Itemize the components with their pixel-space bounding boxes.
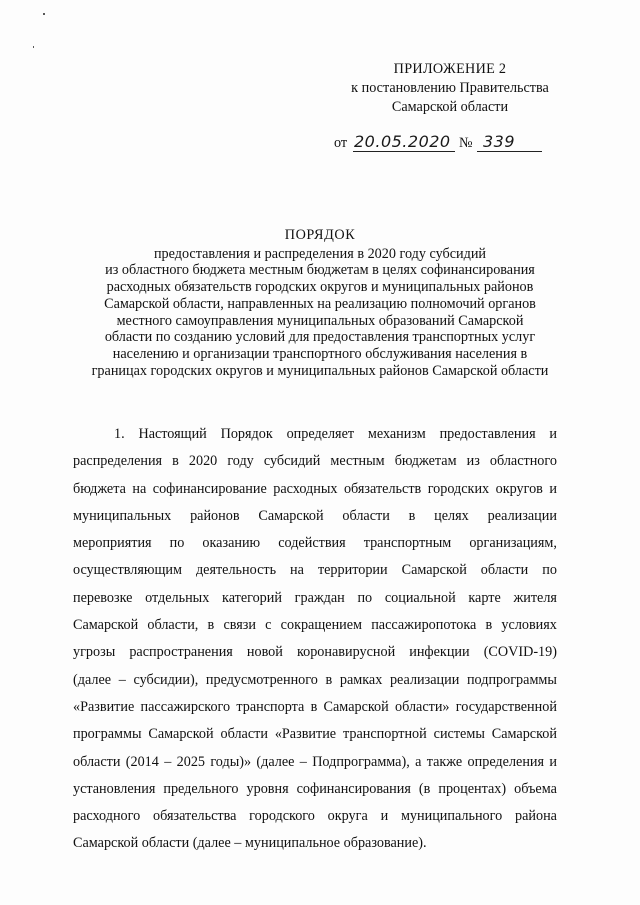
body-line xyxy=(73,612,557,639)
body-word: области» xyxy=(395,698,450,715)
body-word: деятельность xyxy=(195,562,277,579)
body-line xyxy=(73,749,557,776)
body-word: годы)» xyxy=(210,753,252,770)
body-word: 1. xyxy=(114,426,125,442)
body-word: объема xyxy=(514,780,557,797)
scan-speck xyxy=(33,46,34,48)
body-word: распространения xyxy=(129,644,233,661)
body-word: коронавирусной xyxy=(296,644,396,661)
body-word: «Развитие xyxy=(274,726,337,743)
body-word: связи xyxy=(223,617,256,634)
body-word: из xyxy=(466,453,480,470)
body-word: рамках xyxy=(339,671,383,688)
body-word: сокращением xyxy=(280,617,363,634)
body-word: мероприятия xyxy=(73,535,152,552)
heading-line: Самарской области, направленных на реализацию полномочий органов xyxy=(104,295,536,312)
body-word: системы xyxy=(433,726,485,743)
body-word: с xyxy=(265,617,272,634)
body-word: государственной xyxy=(455,698,557,715)
body-word: инфекции xyxy=(409,644,470,661)
body-line xyxy=(73,639,557,666)
body-word: целях xyxy=(434,507,469,524)
order-date: 20.05.2020 xyxy=(354,132,451,151)
body-word: транспортным xyxy=(363,535,452,552)
appendix-block xyxy=(330,60,570,117)
body-line xyxy=(73,830,557,857)
body-word: и xyxy=(549,753,557,770)
body-word: (COVID-19) xyxy=(483,644,557,661)
body-word: году xyxy=(227,453,254,470)
body-word: – xyxy=(118,671,126,688)
body-word: оказанию xyxy=(202,535,261,552)
body-word: осуществляющим xyxy=(73,562,182,579)
body-word: 2020 xyxy=(188,453,218,470)
body-word: Самарской области (далее – муниципальное образование). xyxy=(73,835,427,852)
body-word: предоставления xyxy=(439,426,536,442)
body-word: пассажирского xyxy=(140,698,231,715)
body-word: в xyxy=(172,453,179,470)
body-word: механизм xyxy=(367,426,426,442)
body-word: области xyxy=(73,753,121,770)
body-word: предусмотренного xyxy=(205,671,318,688)
body-word: (в xyxy=(418,780,431,797)
body-word: субсидии), xyxy=(133,671,199,688)
body-word: субсидий xyxy=(263,453,321,470)
body-word: софинансирования xyxy=(296,780,411,797)
body-word: также xyxy=(426,753,463,770)
body-word: в xyxy=(325,671,333,688)
body-word: областного xyxy=(489,453,557,470)
body-line xyxy=(73,694,557,721)
body-word: округа xyxy=(327,808,368,825)
body-word: Самарской xyxy=(148,726,214,743)
body-word: подпрограммы xyxy=(466,671,557,688)
body-word: предельного xyxy=(163,780,239,797)
body-word: в xyxy=(310,698,318,715)
body-word: расходного xyxy=(73,808,141,825)
body-line xyxy=(73,776,557,803)
date-underline xyxy=(353,151,455,152)
body-word: распределения xyxy=(73,453,163,470)
number-underline xyxy=(477,151,542,152)
body-word: Самарской xyxy=(401,562,467,579)
heading-title: ПОРЯДОК xyxy=(284,227,356,243)
body-word: Подпрограмма), xyxy=(312,753,410,770)
body-line xyxy=(73,476,557,503)
body-word: городских xyxy=(427,480,490,497)
body-word: пассажиропотока xyxy=(371,617,477,634)
body-word: и xyxy=(549,480,557,497)
body-word: «Развитие xyxy=(73,698,135,715)
body-word: муниципального xyxy=(400,808,503,825)
body-word: округов xyxy=(495,480,543,497)
document-heading xyxy=(70,227,570,379)
body-word: категорий xyxy=(222,589,282,606)
body-word: (далее xyxy=(73,671,112,688)
body-word: местным xyxy=(330,453,385,470)
body-word: городского xyxy=(249,808,315,825)
body-word: организациям, xyxy=(469,535,557,552)
body-line xyxy=(73,721,557,748)
body-word: жителя xyxy=(513,589,557,606)
body-word: Порядок xyxy=(220,426,273,442)
body-word: территории xyxy=(317,562,388,579)
body-word: Самарской xyxy=(258,507,324,524)
body-word: условиях xyxy=(501,617,557,634)
scan-speck xyxy=(43,13,45,15)
heading-line: предоставления и распределения в 2020 году субсидий xyxy=(153,245,487,262)
body-word: определения xyxy=(467,753,545,770)
body-word: бюджетам xyxy=(394,453,457,470)
body-word: социальной xyxy=(384,589,456,606)
body-paragraph xyxy=(73,421,557,858)
body-word: (2014 xyxy=(125,753,159,770)
body-word: перевозке xyxy=(73,589,133,606)
body-word: граждан xyxy=(294,589,345,606)
body-word: отдельных xyxy=(145,589,210,606)
body-word: расходных xyxy=(273,480,338,497)
body-word: – xyxy=(299,753,307,770)
body-word: бюджета xyxy=(73,480,126,497)
body-line xyxy=(73,530,557,557)
body-word: по xyxy=(542,562,557,579)
heading-line: местного самоуправления муниципальных образований Самарской xyxy=(116,312,524,329)
heading-line: населению и организации транспортного обслуживания населения в xyxy=(112,345,528,362)
body-word: Самарской xyxy=(73,617,139,634)
heading-line: границах городских округов и муниципальных районов Самарской области xyxy=(91,362,549,379)
body-word: на xyxy=(132,480,147,497)
body-word: и xyxy=(549,426,557,442)
body-word: 2025 xyxy=(176,753,205,770)
body-word: Настоящий xyxy=(138,426,207,442)
body-word: в xyxy=(408,507,416,524)
body-line xyxy=(73,667,557,694)
body-word: обязательств xyxy=(343,480,422,497)
order-number-label: № xyxy=(459,135,473,151)
body-word: обязательства xyxy=(153,808,237,825)
body-word: софинансирование xyxy=(152,480,267,497)
body-word: в xyxy=(207,617,215,634)
body-word: Самарской xyxy=(323,698,389,715)
body-word: реализации xyxy=(389,671,460,688)
body-line xyxy=(73,585,557,612)
body-word: области xyxy=(220,726,268,743)
body-word: транспорта xyxy=(236,698,305,715)
body-word: по xyxy=(357,589,373,606)
body-line xyxy=(73,803,557,830)
body-word: муниципальных xyxy=(73,507,172,524)
body-word: а xyxy=(415,753,422,770)
body-word: транспортной xyxy=(343,726,427,743)
body-word: Самарской xyxy=(491,726,557,743)
body-line xyxy=(73,557,557,584)
order-from-label: от xyxy=(334,135,348,151)
order-number: 339 xyxy=(483,132,516,151)
body-word: по xyxy=(169,535,185,552)
body-word: реализации xyxy=(487,507,557,524)
body-word: области xyxy=(480,562,529,579)
body-word: в xyxy=(485,617,493,634)
body-word: карте xyxy=(468,589,501,606)
body-line xyxy=(73,448,557,475)
body-word: (далее xyxy=(256,753,295,770)
appendix-line: Самарской области xyxy=(391,99,509,115)
body-word: определяет xyxy=(286,426,355,442)
heading-line: расходных обязательств городских округов и муниципальных районов xyxy=(106,279,534,296)
body-word: установления xyxy=(73,780,156,797)
body-word: процентах) xyxy=(438,780,507,797)
heading-line: из областного бюджета местным бюджетам в целях софинансирования xyxy=(105,262,535,279)
body-word: – xyxy=(164,753,172,770)
heading-line: области по созданию условий для предоставления транспортных услуг xyxy=(104,329,536,346)
body-word: области xyxy=(342,507,390,524)
body-word: программы xyxy=(73,726,142,743)
body-line xyxy=(73,421,557,448)
order-reference xyxy=(334,133,564,155)
body-word: района xyxy=(515,808,557,825)
appendix-title: ПРИЛОЖЕНИЕ 2 xyxy=(393,61,507,77)
body-word: и xyxy=(380,808,389,825)
body-word: области, xyxy=(147,617,199,634)
body-line xyxy=(73,503,557,530)
body-word: уровня xyxy=(246,780,289,797)
body-word: районов xyxy=(190,507,240,524)
body-word: угрозы xyxy=(73,644,116,661)
appendix-line: к постановлению Правительства xyxy=(351,80,549,96)
body-word: содействия xyxy=(278,535,346,552)
body-word: на xyxy=(290,562,304,579)
body-word: новой xyxy=(246,644,283,661)
